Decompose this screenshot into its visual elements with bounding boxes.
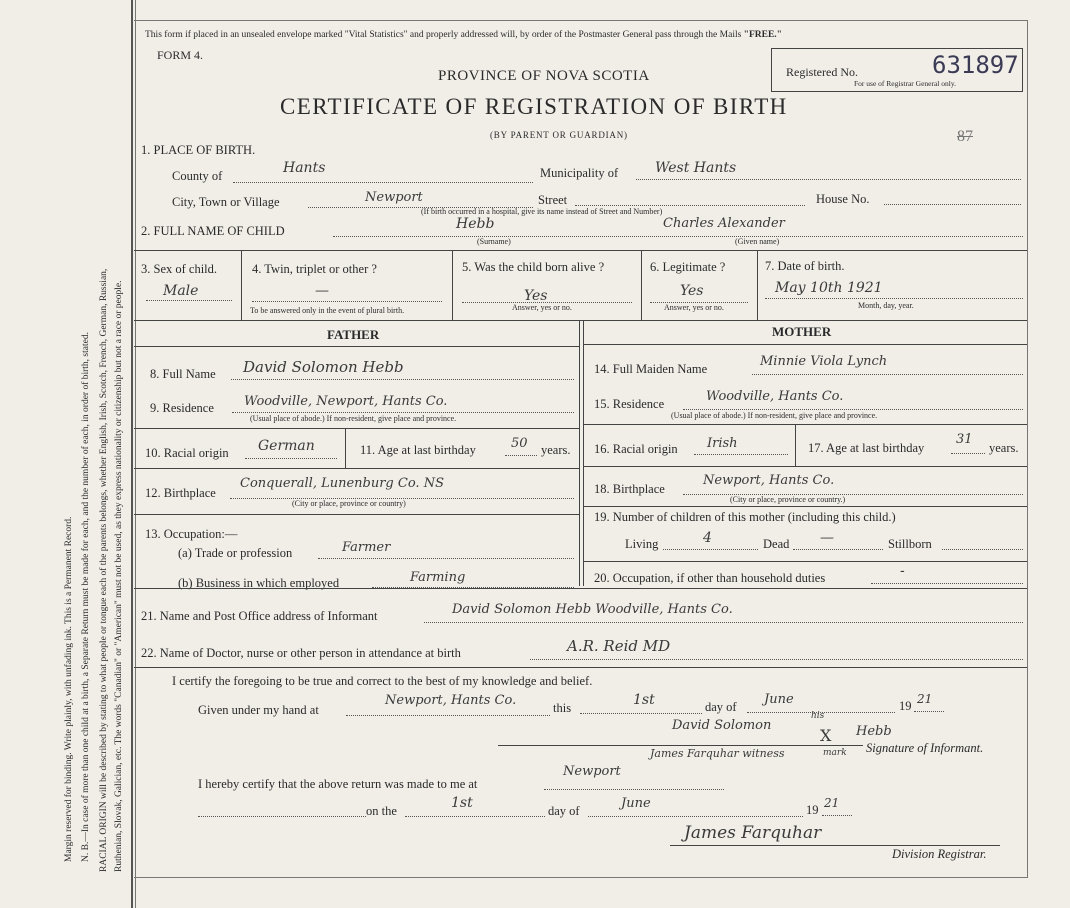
certify-this-label: this (553, 701, 572, 715)
mother-residence-label: 15. Residence (594, 397, 665, 411)
informant-value: David Solomon Hebb Woodville, Hants Co. (452, 602, 733, 617)
certificate-title: CERTIFICATE OF REGISTRATION OF BIRTH (280, 94, 788, 119)
legitimate-note: Answer, yes or no. (664, 303, 724, 312)
given-under-label: Given under my hand at (198, 703, 319, 717)
father-residence-value: Woodville, Newport, Hants Co. (244, 394, 448, 409)
mother-birthplace-note: (City or place, province or country.) (730, 495, 846, 504)
margin-note-binding: Margin reserved for binding. Write plainly, with unfading ink. This is a Permanent Record. (64, 516, 74, 862)
registrar-use-note: For use of Registrar General only. (854, 79, 956, 88)
father-birthplace-value: Conquerall, Lunenburg Co. NS (240, 476, 444, 491)
mother-years-label: years. (989, 441, 1019, 455)
mother-birthplace-value: Newport, Hants Co. (703, 473, 835, 488)
city-label: City, Town or Village (172, 195, 280, 209)
doctor-value: A.R. Reid MD (567, 637, 671, 655)
witness-signature: James Farquhar witness (650, 747, 785, 760)
father-trade-value: Farmer (342, 540, 391, 555)
county-label: County of (172, 169, 223, 183)
registrar-on-the-label: on the (366, 804, 397, 818)
form-number: FORM 4. (157, 48, 204, 62)
certify-year-prefix: 19 (899, 699, 912, 713)
twin-value: — (315, 283, 329, 299)
registrar-caption: Division Registrar. (892, 847, 987, 861)
father-heading: FATHER (327, 327, 380, 342)
date-of-birth-value: May 10th 1921 (775, 280, 883, 296)
mother-heading: MOTHER (772, 324, 832, 339)
informant-mark-his: his (811, 711, 825, 721)
mother-race-label: 16. Racial origin (594, 442, 678, 456)
county-value: Hants (283, 160, 326, 176)
given-place-value: Newport, Hants Co. (385, 693, 517, 708)
place-of-birth-heading: 1. PLACE OF BIRTH. (141, 143, 256, 157)
informant-mark-mark: mark (823, 748, 847, 758)
mother-abode-note: (Usual place of abode.) If non-resident, give place and province. (671, 411, 878, 420)
child-surname-value: Hebb (456, 216, 495, 232)
twin-label: 4. Twin, triplet or other ? (252, 262, 377, 276)
alive-label: 5. Was the child born alive ? (462, 260, 605, 274)
mother-birthplace-label: 18. Birthplace (594, 482, 665, 496)
father-trade-label: (a) Trade or profession (178, 546, 293, 560)
child-name-label: 2. FULL NAME OF CHILD (141, 224, 285, 238)
province-heading: PROVINCE OF NOVA SCOTIA (438, 68, 650, 84)
date-note: Month, day, year. (858, 301, 914, 310)
registrar-statement: I hereby certify that the above return was made to me at (198, 777, 478, 791)
given-caption: (Given name) (735, 237, 780, 246)
margin-rule (131, 0, 133, 908)
dead-label: Dead (763, 537, 790, 551)
father-race-value: German (258, 438, 315, 454)
certify-year-value: 21 (917, 692, 933, 706)
margin-note-racial-origin: RACIAL ORIGIN will be described by stating to what people or tongue each of the parents belongs, whether English, Irish, Scotch, French, German, Russian, (99, 268, 109, 872)
father-name-label: 8. Full Name (150, 367, 216, 381)
house-label: House No. (816, 192, 870, 206)
living-label: Living (625, 537, 659, 551)
father-race-label: 10. Racial origin (145, 446, 229, 460)
registrar-day-of-label: day of (548, 804, 580, 818)
date-of-birth-label: 7. Date of birth. (765, 259, 845, 273)
mother-occupation-label: 20. Occupation, if other than household duties (594, 571, 826, 585)
mother-children-label: 19. Number of children of this mother (including this child.) (594, 510, 896, 524)
father-name-value: David Solomon Hebb (243, 358, 404, 376)
mother-name-value: Minnie Viola Lynch (760, 354, 888, 369)
mother-name-label: 14. Full Maiden Name (594, 362, 708, 376)
certificate-subtitle: (BY PARENT OR GUARDIAN) (490, 130, 628, 140)
informant-signature-first: David Solomon (672, 718, 772, 733)
legitimate-label: 6. Legitimate ? (650, 260, 726, 274)
mother-race-value: Irish (707, 436, 738, 451)
father-occupation-label: 13. Occupation:— (145, 527, 238, 541)
municipality-value: West Hants (655, 160, 737, 176)
stillborn-label: Stillborn (888, 537, 932, 551)
city-value: Newport (365, 190, 423, 205)
registered-number: 631897 (932, 51, 1019, 79)
living-value: 4 (703, 530, 712, 546)
father-birthplace-note: (City or place, province or country) (292, 499, 406, 508)
father-years-label: years. (541, 443, 571, 457)
informant-mark-x: X (820, 726, 832, 745)
informant-label: 21. Name and Post Office address of Informant (141, 609, 378, 623)
form-border (134, 20, 1028, 878)
registrar-day-value: 1st (451, 795, 473, 811)
dead-value: — (820, 530, 834, 546)
municipality-label: Municipality of (540, 166, 619, 180)
alive-value: Yes (524, 288, 548, 304)
certify-statement: I certify the foregoing to be true and correct to the best of my knowledge and belief. (172, 674, 593, 688)
surname-caption: (Surname) (477, 237, 511, 246)
informant-signature-last: Hebb (856, 724, 892, 739)
registrar-place-value: Newport (563, 764, 621, 779)
registered-label: Registered No. (786, 65, 858, 79)
mother-occupation-value: - (900, 563, 905, 579)
legitimate-value: Yes (680, 283, 704, 299)
mother-age-label: 17. Age at last birthday (808, 441, 925, 455)
certify-day-of-label: day of (705, 700, 737, 714)
father-birthplace-label: 12. Birthplace (145, 486, 216, 500)
margin-mark: 87 (957, 128, 973, 145)
registrar-month-value: June (621, 796, 651, 811)
alive-note: Answer, yes or no. (512, 303, 572, 312)
father-business-value: Farming (410, 570, 466, 585)
mail-notice: This form if placed in an unsealed envelope marked "Vital Statistics" and properly addressed will, by order of the Postmaster General pass through the Mails "FREE." (145, 30, 782, 40)
child-given-value: Charles Alexander (663, 216, 785, 231)
margin-note-nationality: Ruthenian, Slovak, Galician, etc. The words "Canadian" or "American" must not be used, as they express nationality or citizenship but not a race or people. (114, 280, 124, 872)
father-residence-label: 9. Residence (150, 401, 214, 415)
margin-note-separate-return: N. B.—In case of more than one child at a birth, a Separate Return must be made for each, and the number of each, in order of birth, stated. (81, 332, 91, 862)
doctor-label: 22. Name of Doctor, nurse or other person in attendance at birth (141, 646, 461, 660)
father-business-label: (b) Business in which employed (178, 576, 340, 590)
father-age-value: 50 (511, 436, 528, 451)
registrar-year-prefix: 19 (806, 803, 819, 817)
certify-day-value: 1st (633, 692, 655, 708)
registrar-year-value: 21 (824, 796, 840, 810)
father-abode-note: (Usual place of abode.) If non-resident, give place and province. (250, 414, 457, 423)
sex-label: 3. Sex of child. (141, 262, 218, 276)
street-label: Street (538, 193, 568, 207)
sex-value: Male (163, 283, 199, 299)
mother-residence-value: Woodville, Hants Co. (706, 389, 844, 404)
registrar-signature: James Farquhar (684, 823, 822, 843)
informant-signature-caption: Signature of Informant. (866, 741, 984, 755)
father-age-label: 11. Age at last birthday (360, 443, 476, 457)
certify-month-value: June (764, 692, 794, 707)
hospital-note: (If birth occurred in a hospital, give its name instead of Street and Number) (421, 207, 663, 216)
mother-age-value: 31 (956, 432, 973, 447)
twin-note: To be answered only in the event of plural birth. (250, 306, 405, 315)
